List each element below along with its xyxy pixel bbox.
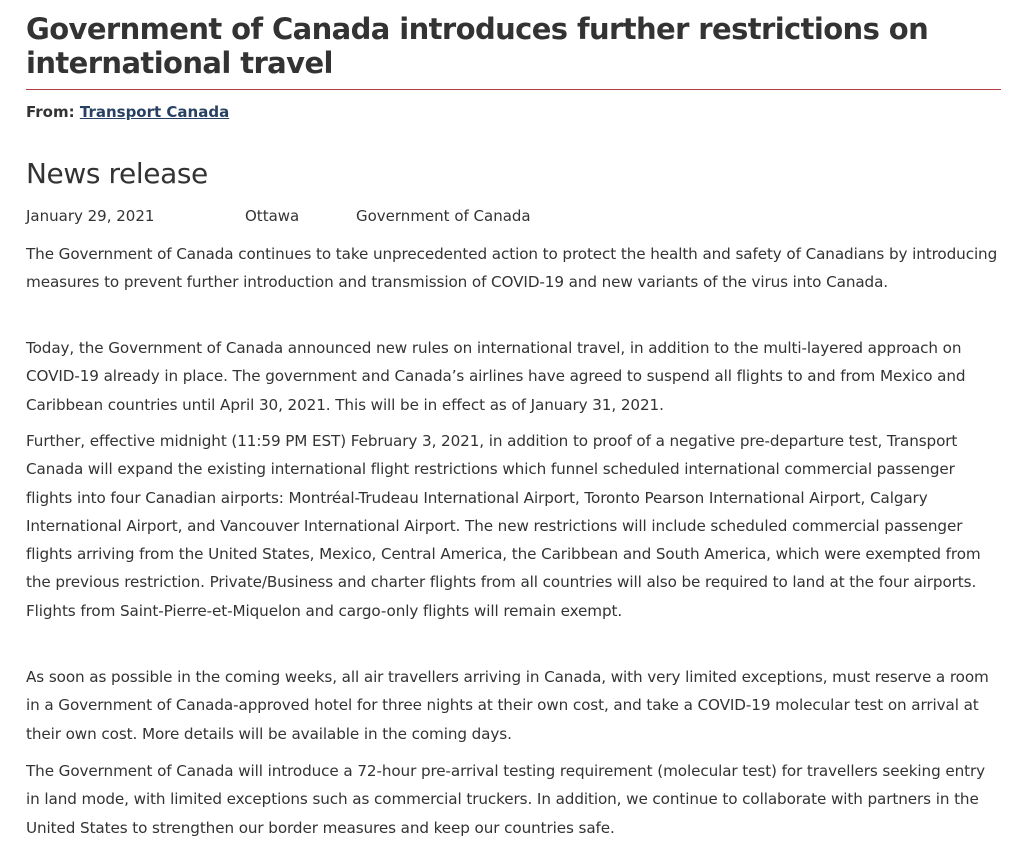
from-line xyxy=(26,101,229,123)
from-label: From: xyxy=(26,103,75,121)
transport-canada-link[interactable]: Transport Canada xyxy=(79,103,230,121)
paragraph-flight-suspension: Today, the Government of Canada announced new rules on international travel, in addition to the multi-layered approach on COVID-19 already in place. The government and Canada’s airlines have agreed to suspend all flights to and from Mexico and Caribbean countries until April 30, 2021. This will be in effect as of January 31, 2021. xyxy=(26,339,966,414)
release-organization: Government of Canada xyxy=(356,207,531,225)
page-title: Government of Canada introduces further restrictions on international travel xyxy=(26,12,929,80)
news-release-heading: News release xyxy=(26,157,208,190)
paragraph-hotel-quarantine: As soon as possible in the coming weeks, all air travellers arriving in Canada, with very limited exceptions, must reserve a room in a Government of Canada-approved hotel for three nights at their own cost, and take a COVID-19 molecular test on arrival at their own cost. More details will be available in the coming days. xyxy=(26,668,989,743)
paragraph-land-testing: The Government of Canada will introduce a 72-hour pre-arrival testing requirement (molecular test) for travellers seeking entry in land mode, with limited exceptions such as commercial truckers. In addition, we continue to collaborate with partners in the United States to strengthen our border measures and keep our countries safe. xyxy=(26,762,985,837)
release-date: January 29, 2021 xyxy=(26,207,155,225)
paragraph-airport-restrictions: Further, effective midnight (11:59 PM EST) February 3, 2021, in addition to proof of a negative pre-departure test, Transport Canada will expand the existing international flight restrictions which funnel scheduled international commercial passenger flights into four Canadian airports: Montréal-Trudeau International Airport, Toronto Pearson International Airport, Calgary International Airport, and Vancouver International Airport. The new restrictions will include scheduled commercial passenger flights arriving from the United States, Mexico, Central America, the Caribbean and South America, which were exempted from the previous restriction. Private/Business and charter flights from all countries will also be required to land at the four airports. Flights from Saint-Pierre-et-Miquelon and cargo-only flights will remain exempt. xyxy=(26,432,981,620)
release-location: Ottawa xyxy=(245,207,300,225)
paragraph-intro: The Government of Canada continues to take unprecedented action to protect the health and safety of Canadians by introducing measures to prevent further introduction and transmission of COVID-19 and new variants of the virus into Canada. xyxy=(26,245,998,292)
title-divider xyxy=(26,89,1001,90)
